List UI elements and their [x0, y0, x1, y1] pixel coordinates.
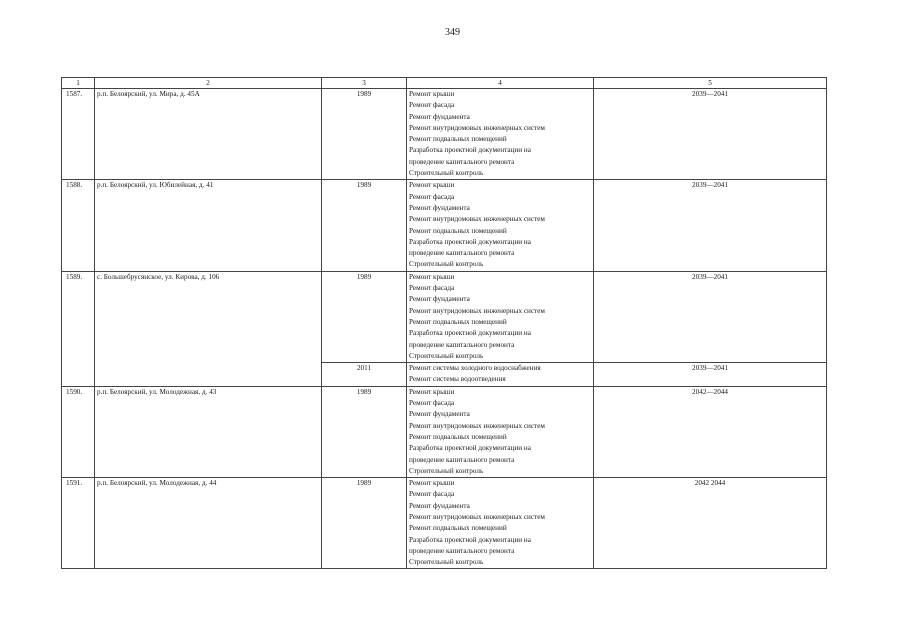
work-item: Строительный контроль	[409, 351, 484, 360]
works-cell	[407, 478, 594, 569]
work-item: Ремонт фундамента	[409, 501, 470, 510]
period-cell: 2039—2041	[594, 180, 827, 271]
work-item: Ремонт крыши	[409, 479, 455, 488]
work-item: Ремонт подвальных помещений	[409, 226, 507, 235]
table-row	[62, 386, 827, 477]
work-item: Ремонт внутридомовых инженерных систем	[409, 123, 545, 132]
work-item: Ремонт крыши	[409, 181, 455, 190]
work-item: Ремонт крыши	[409, 387, 455, 396]
work-item: Ремонт фундамента	[409, 203, 470, 212]
year-cell: 1989	[322, 180, 407, 271]
work-item: Разработка проектной документации на	[409, 444, 531, 453]
work-item: проведение капитального ремонта	[409, 455, 515, 464]
column-header: 3	[322, 78, 407, 89]
entry-number-cell: 1587.	[62, 89, 95, 180]
work-item: Строительный контроль	[409, 169, 484, 178]
works-cell	[407, 89, 594, 180]
table-body	[62, 89, 827, 569]
work-item: Разработка проектной документации на	[409, 329, 531, 338]
work-item: Ремонт фасада	[409, 490, 455, 499]
year-cell: 1989	[322, 89, 407, 180]
work-item: Ремонт подвальных помещений	[409, 524, 507, 533]
work-item: Ремонт подвальных помещений	[409, 135, 507, 144]
work-item: Ремонт фасада	[409, 192, 455, 201]
entry-number-cell: 1590.	[62, 386, 95, 477]
work-item: проведение капитального ремонта	[409, 249, 515, 258]
work-item: Ремонт фасада	[409, 101, 455, 110]
table-row	[62, 478, 827, 569]
period-cell: 2039—2041	[594, 271, 827, 362]
work-item: Ремонт фундамента	[409, 410, 470, 419]
work-item: Ремонт фасада	[409, 284, 455, 293]
works-cell	[407, 180, 594, 271]
year-cell: 1989	[322, 386, 407, 477]
work-item: Ремонт фундамента	[409, 295, 470, 304]
work-item: Строительный контроль	[409, 558, 484, 567]
entry-number-cell: 1591.	[62, 478, 95, 569]
entry-number-cell: 1588.	[62, 180, 95, 271]
entry-number-cell: 1589.	[62, 271, 95, 386]
work-item: Разработка проектной документации на	[409, 237, 531, 246]
work-item: Ремонт системы водоотведения	[409, 375, 506, 384]
repair-schedule-table	[61, 77, 827, 569]
work-item: проведение капитального ремонта	[409, 340, 515, 349]
work-item: Ремонт подвальных помещений	[409, 432, 507, 441]
period-cell: 2042 2044	[594, 478, 827, 569]
work-item: Ремонт крыши	[409, 272, 455, 281]
work-item: Строительный контроль	[409, 260, 484, 269]
column-header: 4	[407, 78, 594, 89]
work-item: Ремонт фундамента	[409, 112, 470, 121]
work-item: Разработка проектной документации на	[409, 146, 531, 155]
work-item: Ремонт фасада	[409, 399, 455, 408]
year-cell: 2011	[322, 363, 407, 387]
address-cell: р.п. Белоярский, ул. Мира, д. 45А	[95, 89, 322, 180]
year-cell: 1989	[322, 478, 407, 569]
address-cell: р.п. Белоярский, ул. Молодежная, д. 43	[95, 386, 322, 477]
period-cell: 2042—2044	[594, 386, 827, 477]
period-cell: 2039—2041	[594, 89, 827, 180]
address-cell: р.п. Белоярский, ул. Юбилейная, д. 41	[95, 180, 322, 271]
work-item: проведение капитального ремонта	[409, 546, 515, 555]
table-row	[62, 271, 827, 362]
work-item: Ремонт системы холодного водоснабжения	[409, 364, 541, 373]
work-item: Строительный контроль	[409, 466, 484, 475]
column-header: 5	[594, 78, 827, 89]
column-header: 1	[62, 78, 95, 89]
work-item: Ремонт внутридомовых инженерных систем	[409, 512, 545, 521]
address-cell: р.п. Белоярский, ул. Молодежная, д. 44	[95, 478, 322, 569]
work-item: Ремонт внутридомовых инженерных систем	[409, 215, 545, 224]
column-header: 2	[95, 78, 322, 89]
work-item: Ремонт внутридомовых инженерных систем	[409, 421, 545, 430]
work-item: Ремонт крыши	[409, 90, 455, 98]
page-number: 349	[445, 27, 460, 38]
table-row	[62, 89, 827, 180]
table-row	[62, 180, 827, 271]
work-item: Ремонт внутридомовых инженерных систем	[409, 306, 545, 315]
period-cell: 2039—2041	[594, 363, 827, 387]
works-cell	[407, 363, 594, 387]
works-cell	[407, 386, 594, 477]
work-item: проведение капитального ремонта	[409, 157, 515, 166]
year-cell: 1989	[322, 271, 407, 362]
works-cell	[407, 271, 594, 362]
address-cell: с. Большебрусянское, ул. Кирова, д. 106	[95, 271, 322, 386]
header-row	[62, 78, 827, 89]
work-item: Разработка проектной документации на	[409, 535, 531, 544]
work-item: Ремонт подвальных помещений	[409, 317, 507, 326]
